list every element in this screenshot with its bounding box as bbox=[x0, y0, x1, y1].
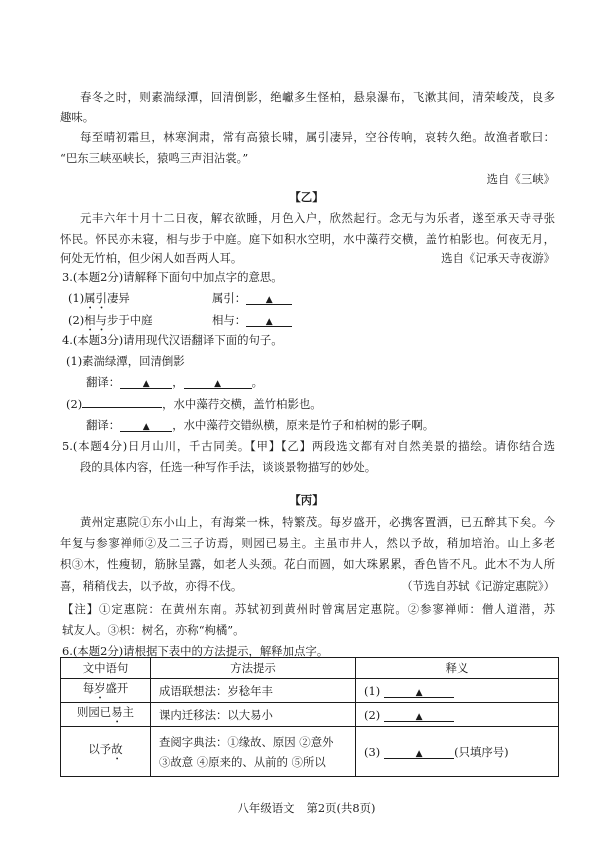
answer-blank bbox=[246, 292, 292, 305]
q4-item2-translation bbox=[86, 417, 434, 433]
answer-suffix: (只填序号) bbox=[454, 744, 509, 759]
q3-answer-label: 属引： bbox=[212, 291, 247, 305]
table-header-cell: 释义 bbox=[356, 658, 559, 679]
table-sentence-cell bbox=[61, 727, 151, 777]
triangle-mark-icon: ▲ bbox=[415, 687, 423, 698]
q4-separator: ， bbox=[172, 375, 184, 389]
q4-item2-sentence bbox=[66, 395, 322, 412]
triangle-mark-icon: ▲ bbox=[415, 748, 423, 759]
triangle-mark-icon: ▲ bbox=[142, 422, 150, 432]
table-sentence-cell bbox=[61, 703, 151, 727]
triangle-mark-icon: ▲ bbox=[265, 295, 273, 305]
q3-item-rest: 凄异 bbox=[106, 291, 130, 305]
q4-item2-translation-rest: ，水中藻荇交错纵横，原来是竹子和柏树的影子啊。 bbox=[172, 418, 435, 432]
q4-item1-translation bbox=[86, 374, 263, 390]
table-sentence-cell bbox=[61, 679, 151, 703]
passage-jia-line: “巴东三峡巫峡长，猿鸣三声泪沾裳。” bbox=[60, 151, 249, 165]
translate-label: 翻译： bbox=[86, 418, 121, 432]
q3-answer-label: 相与： bbox=[212, 313, 247, 327]
dotted-char: 岁 bbox=[94, 681, 106, 695]
q3-dotted-word: 相与 bbox=[84, 313, 107, 327]
q4-end-mark: 。 bbox=[251, 375, 263, 389]
q4-item2-rest: ，水中藻荇交横，盖竹柏影也。 bbox=[162, 397, 322, 411]
q4-item2-num: (2) bbox=[66, 397, 83, 411]
q3-dotted-word: 属引 bbox=[84, 291, 107, 305]
passage-jia-line: 春冬之时，则素湍绿潭，回清倒影，绝巘多生怪柏，悬泉瀑布，飞漱其间，清荣峻茂，良多 bbox=[80, 90, 555, 104]
q3-item-rest: 步于中庭 bbox=[106, 313, 153, 327]
sentence-post: 主 bbox=[122, 705, 134, 719]
table-header-cell: 文中语句 bbox=[61, 658, 151, 679]
answer-blank bbox=[384, 709, 454, 722]
table-answer-cell bbox=[356, 727, 559, 777]
passage-bing-line: 年复与参寥禅师②及二三子访焉，则园已易主。主虽市井人，然以予故，稍加培治。山上多老 bbox=[60, 536, 555, 550]
table-row bbox=[61, 703, 559, 727]
q3-item-num: (2) bbox=[68, 313, 85, 327]
table-header-row bbox=[61, 658, 559, 679]
passage-jia-line: 每至晴初霜旦，林寒涧肃，常有高猿长啸，属引凄异，空谷传响，哀转久绝。故渔者歌曰： bbox=[80, 130, 555, 144]
table-hint-cell: 查阅字典法：①缘故、原因 ②意外 ③故意 ④原来的、从前的 ⑤所以 bbox=[151, 727, 356, 777]
fill-in-blank bbox=[82, 395, 162, 408]
sentence-pre: 以予 bbox=[88, 742, 112, 756]
q3-item bbox=[68, 312, 153, 334]
sentence-pre: 每 bbox=[82, 681, 95, 695]
passage-bing-line: 枳③木，性瘦韧，筋脉呈露，如老人头颈。花白而圆，如大珠累累，香色皆不凡。此木不为人所 bbox=[60, 557, 555, 571]
q3-item bbox=[68, 290, 130, 312]
q5-line: 段的具体内容，任选一种写作手法，谈谈景物描写的妙处。 bbox=[80, 460, 377, 474]
table-answer-cell bbox=[356, 703, 559, 727]
sentence-pre: 则园已 bbox=[77, 705, 112, 719]
triangle-mark-icon: ▲ bbox=[142, 379, 150, 389]
answer-blank bbox=[246, 314, 292, 327]
passage-bing-note: 轼友人。③枳：树名，亦称“枸橘”。 bbox=[62, 623, 245, 637]
table-row bbox=[61, 727, 559, 777]
passage-bing-note: 【注】①定惠院：在黄州东南。苏轼初到黄州时曾寓居定惠院。②参寥禅师：僧人道潜，苏 bbox=[62, 602, 555, 616]
passage-yi-line: 元丰六年十月十二日夜，解衣欲睡，月色入户，欣然起行。念无与为乐者，遂至承天寺寻张 bbox=[80, 211, 555, 225]
passage-yi-heading: 【乙】 bbox=[289, 190, 324, 204]
page-footer bbox=[0, 800, 613, 816]
passage-yi-line: 何处无竹柏，但少闲人如吾两人耳。 bbox=[60, 251, 243, 265]
triangle-mark-icon: ▲ bbox=[214, 379, 222, 389]
passage-yi-line: 怀民。怀民亦未寝，相与步于中庭。庭下如积水空明，水中藻荇交横，盖竹柏影也。何夜无月， bbox=[60, 232, 555, 246]
footer-page-number: 第2页(共8页) bbox=[306, 801, 376, 815]
table-row bbox=[61, 679, 559, 703]
q5-line: 5.(本题4分)日月山川，千古同美。【甲】【乙】两段选文都有对自然美景的描绘。请你结合选 bbox=[62, 439, 555, 453]
passage-jia-source: 选自《三峡》 bbox=[486, 172, 555, 186]
sentence-post: 盛开 bbox=[105, 681, 129, 695]
passage-bing-heading: 【丙】 bbox=[289, 493, 324, 507]
passage-yi-source: 选自《记承天寺夜游》 bbox=[441, 251, 555, 265]
footer-subject: 八年级语文 bbox=[237, 801, 295, 815]
q4-stem: 4.(本题3分)请用现代汉语翻译下面的句子。 bbox=[62, 333, 283, 347]
passage-jia-line: 趣味。 bbox=[60, 110, 95, 124]
q4-item1-sentence: (1)素湍绿潭，回清倒影 bbox=[66, 354, 185, 368]
table-header-cell: 方法提示 bbox=[151, 658, 356, 679]
answer-blank bbox=[184, 376, 252, 389]
answer-num: (3) bbox=[364, 744, 381, 759]
answer-blank bbox=[120, 419, 172, 432]
table-answer-cell bbox=[356, 679, 559, 703]
triangle-mark-icon: ▲ bbox=[415, 711, 423, 722]
triangle-mark-icon: ▲ bbox=[265, 317, 273, 327]
answer-blank bbox=[384, 685, 454, 698]
table-hint-cell: 课内迁移法：以大易小 bbox=[151, 703, 356, 727]
answer-blank bbox=[384, 746, 454, 759]
q6-stem: 6.(本题2分)请根据下表中的方法提示，解释加点字。 bbox=[62, 644, 329, 658]
dotted-char: 易 bbox=[111, 705, 123, 719]
q3-stem: 3.(本题2分)请解释下面句中加点字的意思。 bbox=[62, 270, 283, 284]
passage-bing-line: 黄州定惠院①东小山上，有海棠一株，特繁茂。每岁盛开，必携客置酒，已五醉其下矣。今 bbox=[80, 515, 555, 529]
answer-blank bbox=[120, 376, 172, 389]
q3-item-num: (1) bbox=[68, 291, 85, 305]
passage-bing-line: 喜，稍稍伐去，以予故，亦得不伐。 bbox=[60, 579, 243, 593]
answer-num: (2) bbox=[364, 707, 381, 722]
q3-answer-line bbox=[212, 312, 292, 328]
answer-num: (1) bbox=[364, 683, 381, 698]
q6-table bbox=[60, 657, 559, 777]
table-hint-cell: 成语联想法：岁稔年丰 bbox=[151, 679, 356, 703]
dotted-char: 故 bbox=[111, 742, 123, 756]
q3-answer-line bbox=[212, 290, 292, 306]
passage-bing-source: （节选自苏轼《记游定惠院》） bbox=[401, 579, 555, 593]
translate-label: 翻译： bbox=[86, 375, 121, 389]
